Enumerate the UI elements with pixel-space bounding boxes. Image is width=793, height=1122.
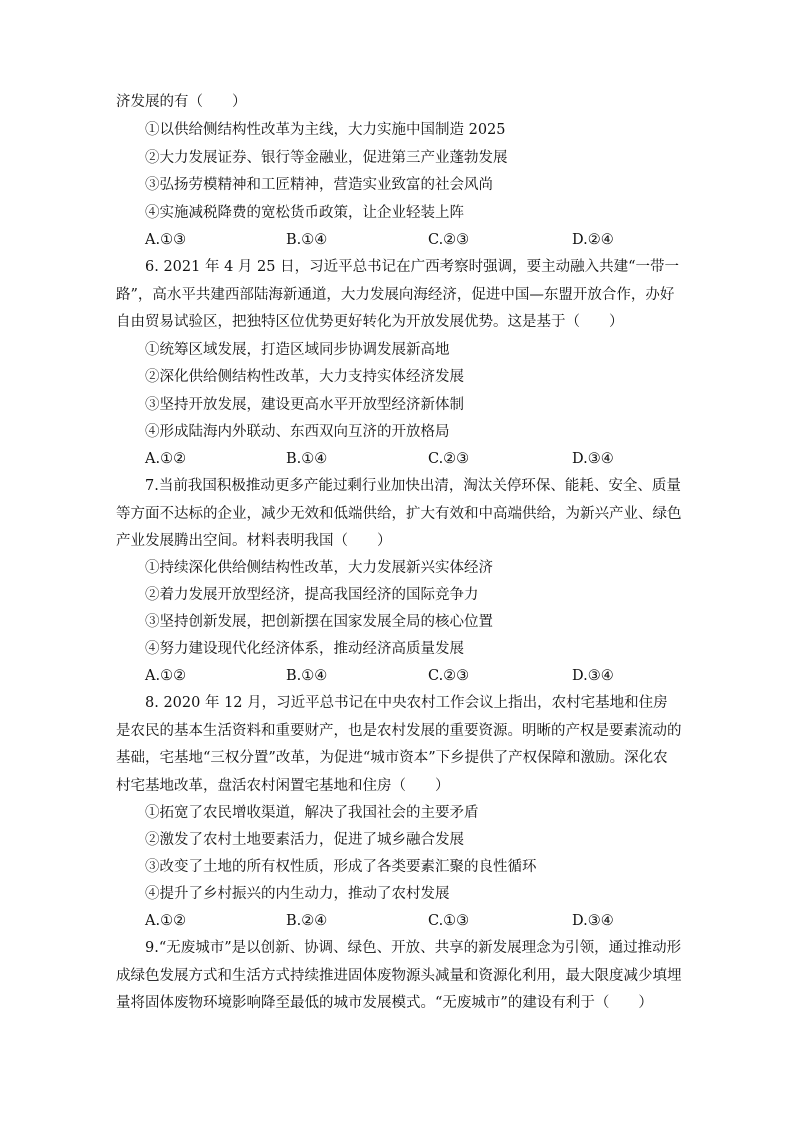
q6-option-c: C.②③	[428, 451, 470, 467]
q7-item-3: ③坚持创新发展，把创新摆在国家发展全局的核心位置	[145, 614, 493, 630]
q5-item-3: ③弘扬劳模精神和工匠精神，营造实业致富的社会风尚	[145, 177, 493, 193]
q6-item-4: ④形成陆海内外联动、东西双向互济的开放格局	[145, 424, 450, 440]
q5-item-1: ①以供给侧结构性改革为主线，大力实施中国制造 2025	[145, 122, 506, 138]
q7-option-a: A.①②	[145, 668, 187, 684]
q7-item-1: ①持续深化供给侧结构性改革，大力发展新兴实体经济	[145, 560, 493, 576]
q7-option-c: C.②③	[428, 668, 470, 684]
q7-option-d: D.③④	[572, 668, 614, 684]
q8-options	[145, 908, 645, 935]
q6-option-d: D.③④	[572, 451, 614, 467]
q7-stem: 7.当前我国积极推动更多产能过剩行业加快出清，淘汰关停环保、能耗、安全、质量等方面不达标的企业，减少无效和低端供给，扩大有效和中高端供给，为新兴产业、绿色产业发展腾出空间。材料表明我国（ ）	[116, 478, 682, 549]
q7-option-b: B.①④	[286, 668, 328, 684]
q6-stem: 6. 2021 年 4 月 25 日，习近平总书记在广西考察时强调，要主动融入共建“一带一路”，高水平共建西部陆海新通道，大力发展向海经济，促进中国—东盟开放合作，办好自由贸易试验区，把独特区位优势更好转化为开放发展优势。这是基于（ ）	[116, 259, 679, 330]
q6-item-2: ②深化供给侧结构性改革，大力支持实体经济发展	[145, 369, 464, 385]
q6-options	[145, 446, 645, 473]
q5-item-2: ②大力发展证券、银行等金融业，促进第三产业蓬勃发展	[145, 150, 508, 166]
q5-option-b: B.①④	[286, 232, 328, 248]
q7-options	[145, 663, 645, 690]
q6-item-3: ③坚持开放发展，建设更高水平开放型经济新体制	[145, 397, 464, 413]
q8-option-d: D.③④	[572, 913, 614, 929]
q7-item-2: ②着力发展开放型经济，提高我国经济的国际竞争力	[145, 587, 479, 603]
q8-option-c: C.①③	[428, 913, 470, 929]
q8-item-4: ④提升了乡村振兴的内生动力，推动了农村发展	[145, 886, 450, 902]
q6-option-a: A.①②	[145, 451, 187, 467]
q5-option-c: C.②③	[428, 232, 470, 248]
q5-stem-tail: 济发展的有（ ）	[116, 94, 247, 110]
q8-option-a: A.①②	[145, 913, 187, 929]
q5-item-4: ④实施减税降费的宽松货币政策，让企业轻装上阵	[145, 205, 464, 221]
q5-option-d: D.②④	[572, 232, 614, 248]
q8-item-3: ③改变了土地的所有权性质，形成了各类要素汇聚的良性循环	[145, 859, 537, 875]
q8-item-1: ①拓宽了农民增收渠道，解决了我国社会的主要矛盾	[145, 805, 479, 821]
q8-stem: 8. 2020 年 12 月，习近平总书记在中央农村工作会议上指出，农村宅基地和住房是农民的基本生活资料和重要财产，也是农村发展的重要资源。明晰的产权是要素流动的基础，宅基地“三权分置”改革，为促进“城市资本”下乡提供了产权保障和激励。深化农村宅基地改革，盘活农村闲置宅基地和住房（ ）	[116, 695, 682, 794]
q6-item-1: ①统筹区域发展，打造区域同步协调发展新高地	[145, 342, 450, 358]
q8-item-2: ②激发了农村土地要素活力，促进了城乡融合发展	[145, 832, 464, 848]
q9-stem: 9.“无废城市”是以创新、协调、绿色、开放、共享的新发展理念为引领，通过推动形成绿色发展方式和生活方式持续推进固体废物源头减量和资源化利用，最大限度减少填埋量将固体废物环境影响降至最低的城市发展模式。“无废城市”的建设有利于（ ）	[116, 940, 682, 1011]
q7-item-4: ④努力建设现代化经济体系，推动经济高质量发展	[145, 641, 464, 657]
q6-option-b: B.①④	[286, 451, 328, 467]
q8-option-b: B.②④	[286, 913, 328, 929]
q5-options	[145, 227, 645, 254]
q5-option-a: A.①③	[145, 232, 187, 248]
